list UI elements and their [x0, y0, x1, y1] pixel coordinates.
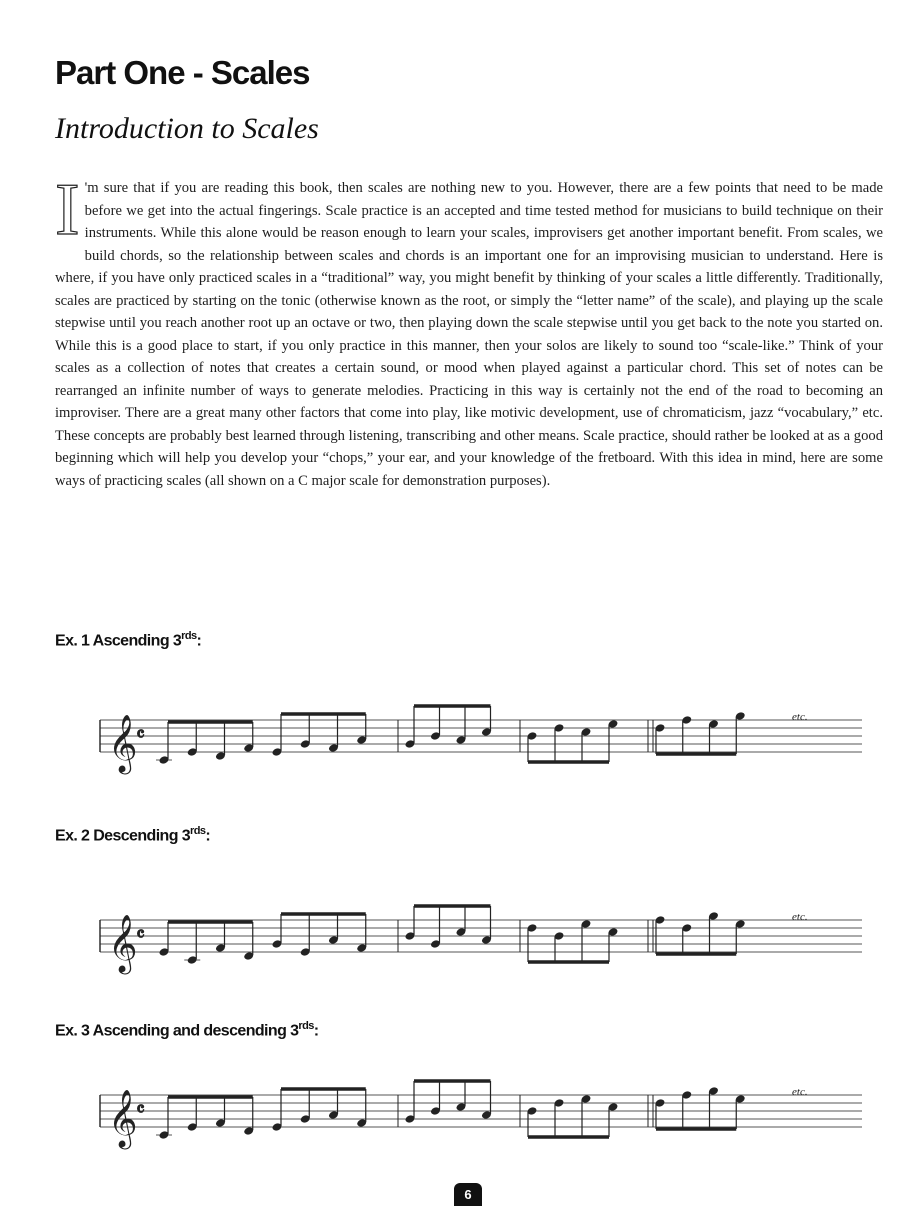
staff-example-1: [0, 700, 900, 790]
time-signature: 𝄴: [136, 1099, 145, 1121]
time-signature: 𝄴: [136, 724, 145, 746]
page-number: 6: [454, 1183, 482, 1206]
staff-example-2: [0, 900, 900, 990]
staff-example-3: [0, 1075, 900, 1165]
example-label-1: Ex. 1 Ascending $3^{rds}$:: [55, 630, 202, 650]
etc-marking: etc.: [792, 1086, 808, 1098]
part-title: Part One - Scales: [55, 54, 310, 91]
drop-cap: I: [55, 169, 80, 251]
section-title: Introduction to Scales: [55, 112, 319, 145]
treble-clef-icon: 𝄞: [108, 714, 138, 772]
treble-clef-icon: 𝄞: [108, 914, 138, 972]
example-label-2: Ex. 2 Descending $3^{rds}$:: [55, 825, 211, 845]
etc-marking: etc.: [792, 911, 808, 923]
example-label-3: Ex. 3 Ascending and descending $3^{rds}$:: [55, 1020, 319, 1040]
treble-clef-icon: 𝄞: [108, 1089, 138, 1147]
etc-marking: etc.: [792, 711, 808, 723]
time-signature: 𝄴: [136, 924, 145, 946]
intro-paragraph: [55, 169, 883, 492]
intro-text: 'm sure that if you are reading this book, then scales are nothing new to you. However, there are a few points that need to be made before we get into the actual fingerings. Scale practice is an accepted and time tested method for musicians to build technique on their instruments. While this alone would be reason enough to learn your scales, improvisers get another important benefit. From scales, we build chords, so the relationship between scales and chords is an important one for an improvising musician to understand. Here is where, if you have only practiced scales in a “traditional” way, you might benefit by thinking of your scales a little differently. Traditionally, scales are practiced by starting on the tonic (otherwise known as the root, or simply the “letter name” of the scale), and playing up the scale stepwise until you reach another root up an octave or two, then playing down the scale stepwise until you get back to the note you started on. While this is a good place to start, if you only practice in this manner, then your solos are likely to sound too “scale-like.” Think of your scales as a collection of notes that creates a certain sound, or mood when played against a particular chord. This set of notes can be rearranged an infinite number of ways to generate melodies. Practicing in this way is certainly not the end of the road to becoming an improviser. There are a great many other factors that come into play, like motivic development, use of chromaticism, jazz “vocabulary,” etc. These concepts are probably best learned through listening, transcribing and other means. Scale practice, should rather be looked at as a good beginning which will help you develop your “chops,” your ear, and your knowledge of the fretboard. With this idea in mind, here are some ways of practicing scales (all shown on a C major scale for demonstration purposes).: [55, 180, 883, 489]
